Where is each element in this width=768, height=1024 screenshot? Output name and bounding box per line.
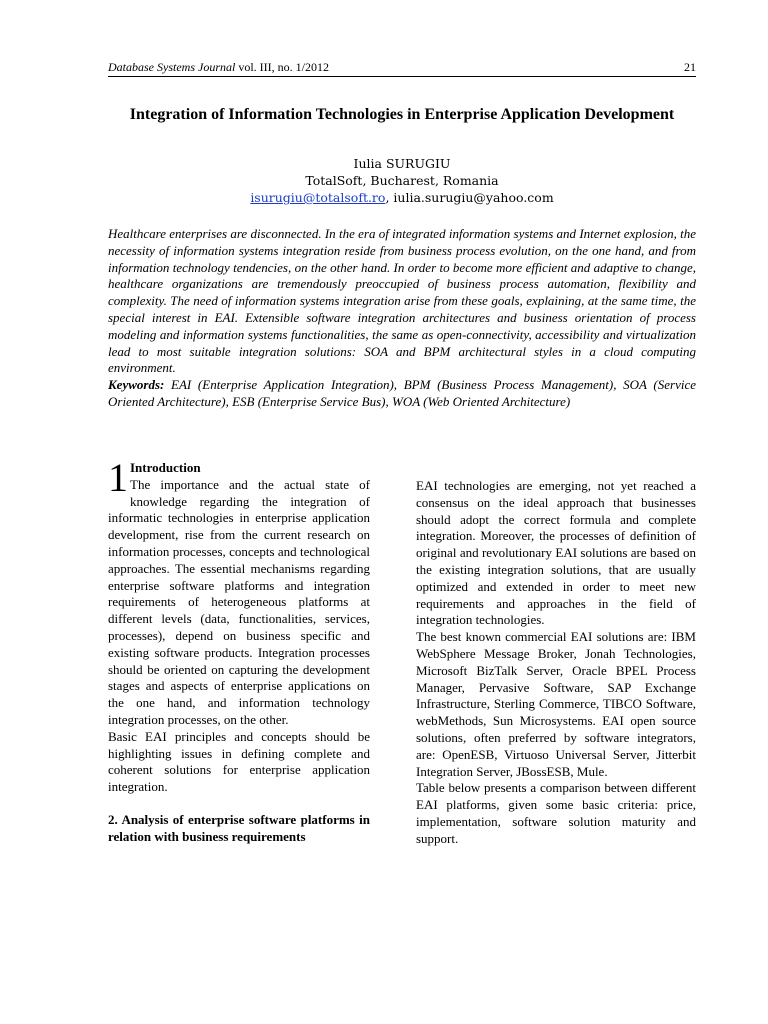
author-emails [108, 189, 696, 206]
email-separator: , [385, 190, 394, 205]
left-column [108, 455, 370, 846]
section-1 [108, 455, 370, 729]
author-name: Iulia SURUGIU [353, 156, 451, 171]
right-paragraph-3: Table below presents a comparison between different EAI platforms, given some basic criteria: price, implementation, software solution maturity and support. [416, 780, 696, 846]
right-paragraph-1: EAI technologies are emerging, not yet reached a consensus on the ideal approach that businesses should adopt the correct formula and complete integration. Moreover, the processes of definition of original and revolutionary EAI solutions are based on the existing integration solutions, that are usually optimized and extended in order to meet new requirements and approaches in the field of integration technologies. [416, 478, 696, 628]
abstract-text: Healthcare enterprises are disconnected. In the era of integrated information systems and Internet explosion, the necessity of information systems integration reside from business process evolution, on the one hand, and from information technology tendencies, on the other hand. In order to become more efficient and adaptive to change, healthcare organizations are tremendously preoccupied of business process automation, flexibility and complexity. The need of information systems integration arise from these goals, explaining, at the same time, the special interest in EAI. Extensible software integration architectures and business orientation of process modeling and information systems functionalities, the same as open-connectivity, accessibility and virtualization lead to most suitable integration solutions: SOA and BPM architectural styles in a cloud computing environment. [108, 226, 696, 376]
right-column [416, 478, 696, 848]
journal-name: Database Systems Journal [108, 60, 236, 74]
keywords-text: EAI (Enterprise Application Integration), BPM (Business Process Management), SOA (Service Oriented Architecture), ESB (Enterprise Service Bus), WOA (Web Oriented Architecture) [108, 377, 696, 409]
keywords-label: Keywords: [108, 377, 165, 393]
running-header [108, 58, 696, 76]
author-affiliation: TotalSoft, Bucharest, Romania [305, 173, 499, 188]
intro-paragraph-1: The importance and the actual state of knowledge regarding the integration of informatic technologies in enterprise application development, rise from the current research on information processes, concepts and technological approaches. The essential mechanisms regarding enterprise software platforms and integration requirements of heterogeneous platforms at different levels (data, functionalities, services, processes), depend on business specific and existing software products. Integration processes should be oriented on capturing the development stages and aspects of enterprise applications on the one hand, and information technology integration processes, on the other. [108, 476, 370, 727]
paper-title: Integration of Information Technologies in Enterprise Application Development [129, 106, 675, 123]
author-email-alt: iulia.surugiu@yahoo.com [393, 190, 554, 205]
author-email-link[interactable]: isurugiu@totalsoft.ro [250, 190, 386, 205]
right-paragraph-2: The best known commercial EAI solutions are: IBM WebSphere Message Broker, Jonah Technologies, Microsoft BizTalk Server, Oracle BPEL Process Manager, Pervasive Software, SAP Exchange Infrastructure, Sterling Commerce, TIBCO Software, webMethods, Sun Microsystems. EAI open source solutions, often preferred by software integrators, are: OpenESB, Virtuoso Universal Server, Jitterbit Integration Server, JBossESB, Mule. [416, 629, 696, 779]
author-block [108, 155, 696, 206]
journal-issue: vol. III, no. 1/2012 [238, 60, 329, 74]
page-number: 21 [684, 60, 696, 74]
keywords [108, 377, 696, 411]
header-divider [108, 76, 696, 77]
section-heading-analysis: 2. Analysis of enterprise software platforms in relation with business requirements [108, 811, 370, 844]
section-heading-introduction: Introduction [130, 460, 201, 475]
section-number-dropcap: 1 [108, 455, 128, 500]
abstract-block [108, 226, 696, 411]
journal-citation [108, 58, 329, 76]
intro-paragraph-2: Basic EAI principles and concepts should be highlighting issues in defining complete and coherent solutions for enterprise application integration. [108, 728, 370, 795]
